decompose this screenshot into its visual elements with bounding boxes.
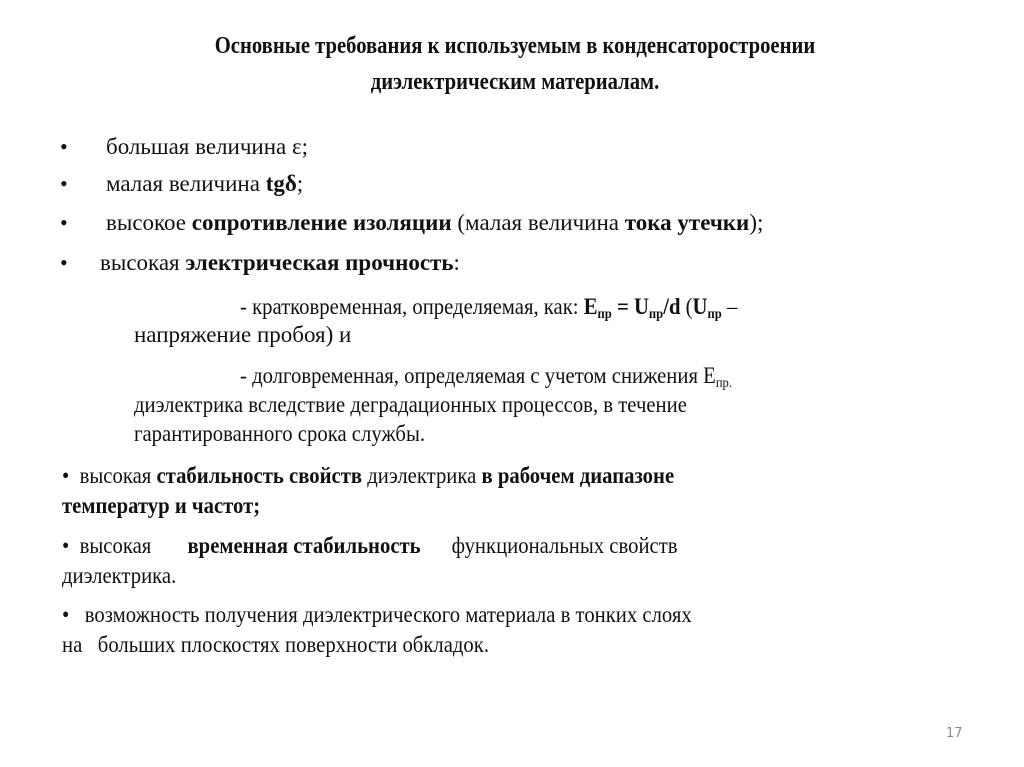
- text: - долговременная, определяемая с учетом снижения E: [240, 363, 716, 388]
- sub-item-short-term-line2: напряжение пробоя) и: [134, 322, 352, 347]
- bullet-icon: •: [60, 134, 68, 159]
- bullet-icon: •: [62, 463, 70, 488]
- sub-item-long-term: [240, 362, 732, 390]
- bullet-icon: •: [60, 210, 68, 235]
- bullet-icon: •: [60, 250, 68, 275]
- bold-text: электрическая прочность: [185, 250, 454, 275]
- text: - кратковременная, определяемая, как:: [240, 294, 584, 319]
- bold-text: в рабочем диапазоне: [481, 463, 675, 488]
- bullet-icon: •: [60, 171, 68, 196]
- title-line-2: диэлектрическим материалам.: [370, 69, 660, 95]
- text: (малая величина: [451, 210, 625, 235]
- bullet-icon: •: [62, 533, 70, 558]
- bold-text: U: [633, 294, 649, 319]
- bold-text: стабильность свойств: [156, 463, 363, 488]
- subscript: пр: [707, 307, 722, 322]
- text: малая величина: [106, 171, 266, 196]
- text: высокая: [79, 533, 157, 558]
- bold-text: E: [583, 294, 598, 319]
- bold-text: тока утечки: [624, 210, 750, 235]
- sub-item-short-term: [240, 293, 978, 321]
- text: ;: [296, 171, 304, 196]
- text: (: [680, 294, 693, 319]
- subscript: пр: [597, 307, 612, 322]
- subscript: пр: [648, 307, 664, 322]
- list-item-line2: на больших плоскостях поверхности обкладок.: [62, 632, 490, 657]
- text: высокое: [106, 210, 192, 235]
- list-item: [62, 462, 674, 490]
- list-item: [62, 532, 678, 560]
- bold-text: временная стабильность: [187, 533, 421, 558]
- title-line-1: Основные требования к используемым в конденсаторостроении: [214, 33, 816, 59]
- text: высокая: [100, 250, 186, 275]
- text: возможность получения диэлектрического материала в тонких слоях: [84, 602, 692, 627]
- subscript: пр.: [715, 376, 733, 391]
- bold-text: /d: [663, 294, 681, 319]
- text: :: [453, 250, 460, 275]
- list-item-line2: [62, 492, 260, 520]
- list-item: [62, 601, 692, 629]
- list-item: [106, 209, 763, 237]
- text: –: [721, 294, 738, 319]
- bold-text: tgδ: [265, 171, 297, 196]
- bold-text: температур и частот;: [62, 493, 261, 518]
- text: диэлектрика вследствие деградационных процессов, в течение: [134, 392, 687, 417]
- slide-title: [150, 28, 881, 100]
- sub-item-long-term-line3: гарантированного срока службы.: [134, 421, 426, 446]
- sub-item-long-term-line2: [134, 390, 980, 419]
- text: высокая: [79, 463, 157, 488]
- text: );: [749, 210, 764, 235]
- list-item: [100, 249, 460, 277]
- bold-text: сопротивление изоляции: [191, 210, 452, 235]
- text: функциональных свойств: [446, 533, 678, 558]
- page-number: 17: [946, 726, 963, 741]
- list-item: [106, 170, 303, 198]
- bold-text: U: [692, 294, 708, 319]
- text: диэлектрика: [362, 463, 482, 488]
- list-item-line2: диэлектрика.: [62, 563, 177, 588]
- bullet-icon: •: [62, 602, 70, 627]
- list-item: большая величина ε;: [106, 134, 309, 159]
- bold-text: =: [611, 294, 634, 319]
